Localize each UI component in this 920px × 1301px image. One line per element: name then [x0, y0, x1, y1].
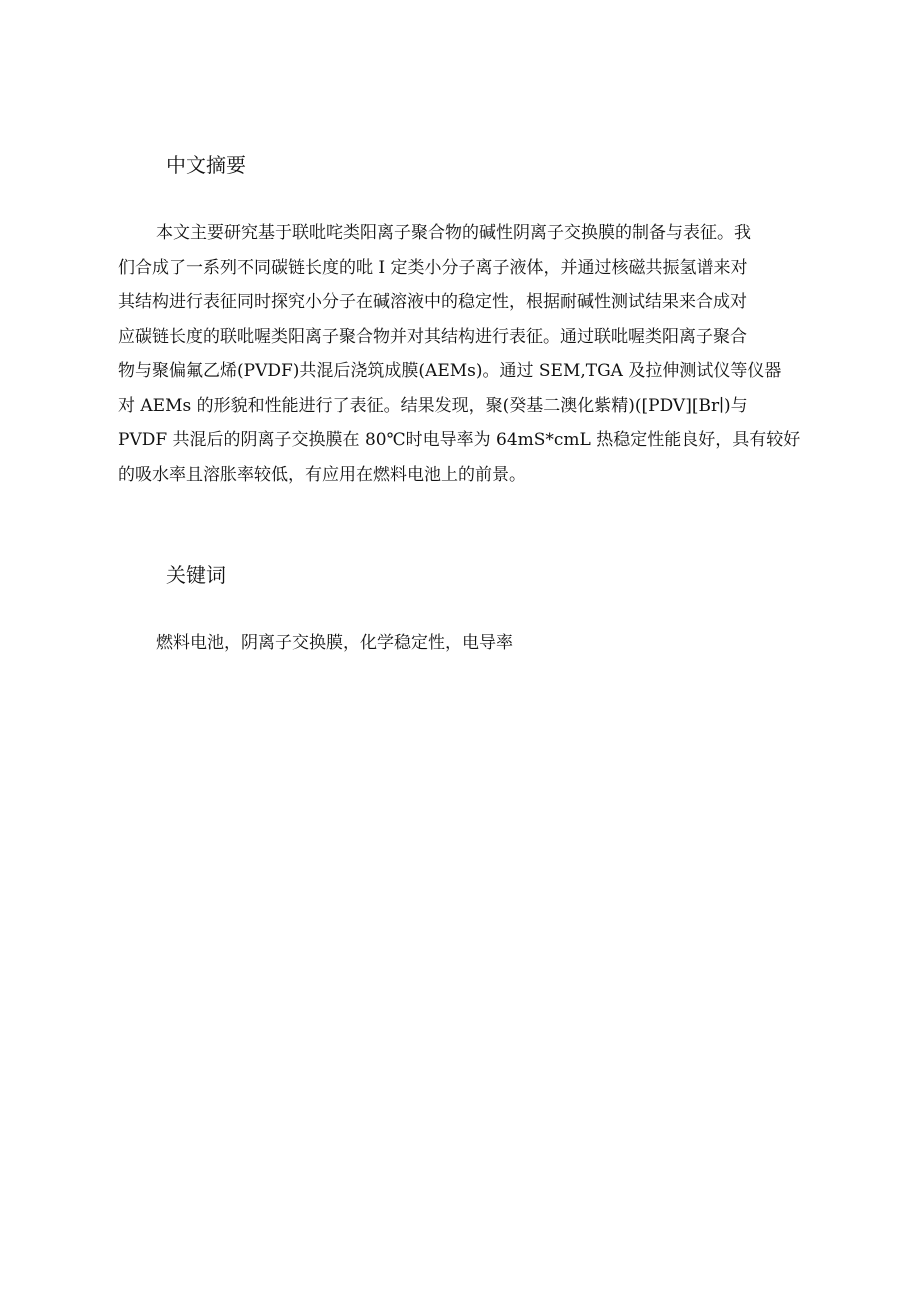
abstract-line: 的吸水率且溶胀率较低，有应用在燃料电池上的前景。	[118, 464, 526, 485]
abstract-body	[118, 216, 808, 492]
abstract-line: 对 AEMs 的形貌和性能进行了表征。结果发现，聚(癸基二澳化紫精)([PDV][Br∣)与	[118, 395, 748, 416]
abstract-line: 应碳链长度的联吡喔类阳离子聚合物并对其结构进行表征。通过联吡喔类阳离子聚合	[118, 326, 747, 347]
abstract-line: 们合成了一系列不同碳链长度的吡 I 定类小分子离子液体，并通过核磁共振氢谱来对	[118, 257, 748, 278]
abstract-line: 物与聚偏氟乙烯(PVDF)共混后浇筑成膜(AEMs)。通过 SEM,TGA 及拉伸测试仪等仪器	[118, 361, 782, 381]
abstract-heading: 中文摘要	[166, 153, 246, 177]
keywords-heading: 关键词	[166, 563, 226, 587]
keywords-list: 燃料电池，阴离子交换膜，化学稳定性，电导率	[156, 633, 513, 653]
abstract-line: PVDF 共混后的阴离子交换膜在 80℃时电导率为 64mS*cmL 热稳定性能良好，具有较好	[118, 430, 801, 450]
abstract-line: 本文主要研究基于联吡咤类阳离子聚合物的碱性阴离子交换膜的制备与表征。我	[156, 223, 751, 243]
abstract-line: 其结构进行表征同时探究小分子在碱溶液中的稳定性，根据耐碱性测试结果来合成对	[118, 292, 747, 312]
